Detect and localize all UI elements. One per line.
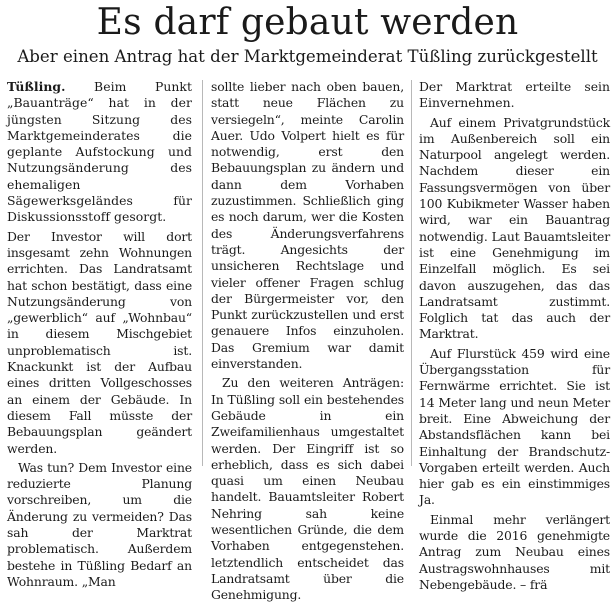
article-paragraph: Zu den weiteren Anträgen: In Tüßling soll ein bestehendes Gebäude in ein Zweifamilienhaus umgestaltet werden. Der Eingriff ist so erheblich, dass es sich dabei quasi um einen Neubau handelt. Bauamtsleiter Robert Nehring sah keine wesentlichen Gründe, die dem Vorhaben entgegenstehen. letztendlich entscheidet das Landratsamt über die Genehmigung. [211,375,404,603]
dateline: Tüßling. [7,79,66,94]
article-subheadline: Aber einen Antrag hat der Marktgemeinderat Tüßling zurückgestellt [17,47,598,66]
article-paragraph: Der Investor will dort insgesamt zehn Wohnungen errichten. Das Landratsamt hat schon bestätigt, dass eine Nutzungsänderung von „gewerblich“ auf „Wohnbau“ in diesem Mischgebiet unproblematisch ist. Knackunkt ist der Aufbau eines dritten Vollgeschosses an einem der Gebäude. In diesem Fall müsste der Bebauungsplan geändert werden. [7,228,192,456]
article-paragraph: Was tun? Dem Investor eine reduzierte Planung vorschreiben, um die Änderung zu vermeiden? Das sah der Marktrat problematisch. Außerdem bestehe in Tüßling Bedarf an Wohnraum. „Man [7,459,192,589]
column-divider [411,80,412,466]
column-divider [202,80,203,466]
article-paragraph [7,79,192,226]
article-column-3 [419,79,610,592]
article-column-1 [7,79,192,589]
article-headline: Es darf gebaut werden [96,2,519,43]
article-paragraph: Auf einem Privatgrundstück im Außenbereich soll ein Naturpool angelegt werden. Nachdem dieser ein Fassungsvermögen von über 100 Kubikmeter Wasser haben wird, war ein Bauantrag notwendig. Laut Bauamtsleiter ist eine Genehmigung im Einzelfall möglich. Es sei davon auszugehen, das das Landratsamt zustimmt. Folglich tat das auch der Marktrat. [419,114,610,342]
article-paragraph: Auf Flurstück 459 wird eine Übergangsstation für Fernwärme errichtet. Sie ist 14 Meter lang und neun Meter breit. Eine Abweichung der Abstandsflächen kann bei Einhaltung der Brandschutz-Vorgaben erteilt werden. Auch hier gab es ein einstimmiges Ja. [419,345,610,508]
article-paragraph: Der Marktrat erteilte sein Einvernehmen. [419,79,610,111]
article-paragraph: sollte lieber nach oben bauen, statt neue Flächen zu versiegeln“, meinte Carolin Auer. Udo Volpert hielt es für notwendig, erst den Bebauungsplan zu ändern und dann dem Vorhaben zuzustimmen. Schließlich ging es noch darum, wer die Kosten des Änderungsverfahrens trägt. Angesichts der unsicheren Rechtslage und vieler offener Fragen schlug der Bürgermeister vor, den Punkt zurückzustellen und erst genauere Infos einzuholen. Das Gremium war damit einverstanden. [211,79,404,372]
article-paragraph: Einmal mehr verlängert wurde die 2016 genehmigte Antrag zum Neubau eines Austragswohnhauses mit Nebengebäude. – frä [419,511,610,592]
lead-text: Beim Punkt „Bauanträge“ hat in der jüngsten Sitzung des Marktgemeinderates die geplante Aufstockung und Nutzungsänderung des ehemaligen Sägewerksgeländes für Diskussionsstoff gesorgt. [7,79,192,225]
article-column-2 [211,79,404,603]
